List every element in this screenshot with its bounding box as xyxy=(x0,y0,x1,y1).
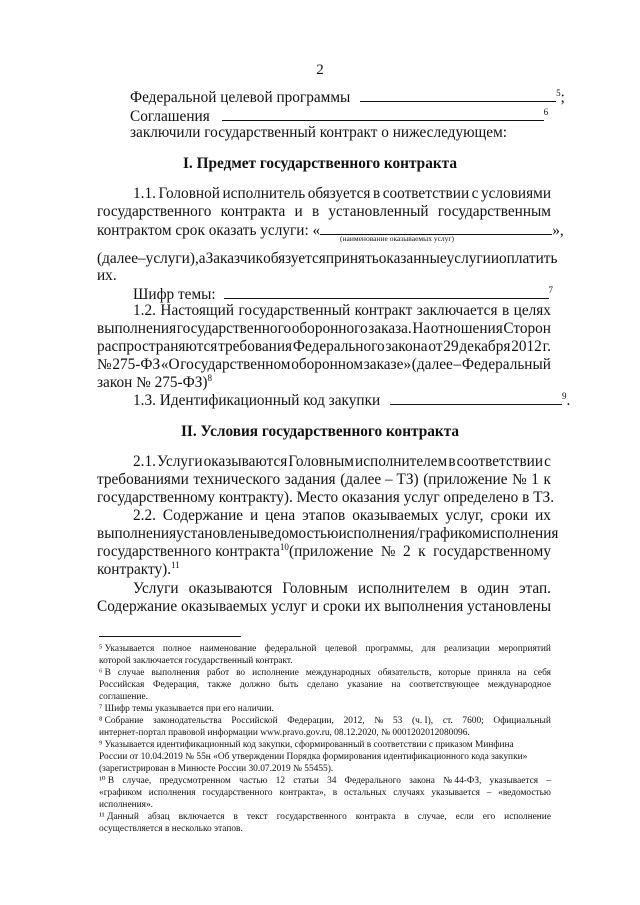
word: в xyxy=(233,812,238,822)
word: услуги xyxy=(446,250,491,267)
word: этапов xyxy=(302,507,346,524)
footnote-11-line2: осуществляется в несколько этапов. xyxy=(99,824,243,834)
word: предусмотренном xyxy=(159,776,231,786)
word: оборонном xyxy=(291,356,364,373)
word: Заказчик xyxy=(205,250,264,267)
word: выполнения xyxy=(97,525,177,542)
cipher-blank xyxy=(224,285,549,299)
word: требованиями xyxy=(97,471,189,488)
word: сроки xyxy=(322,598,361,615)
word: которые xyxy=(438,668,471,678)
word: условиями xyxy=(480,185,551,202)
word: и xyxy=(310,598,320,615)
footnote-11-line1 xyxy=(99,811,551,823)
p11-line3-start: контрактом срок оказать услуги: « xyxy=(97,222,321,239)
word: должно xyxy=(239,680,271,690)
word: услуги), xyxy=(145,250,199,267)
word: для xyxy=(421,644,436,654)
footnote-9-line2: России от 10.04.2019 № 55н «Об утверждении Порядка формирования идентификационного кода закупки» xyxy=(99,752,528,762)
word: принять xyxy=(325,250,379,267)
word: Содержание xyxy=(162,507,244,524)
word: (ч. I), xyxy=(412,716,434,726)
word: остальных xyxy=(343,788,387,798)
word: Официальный xyxy=(493,716,551,726)
word: «графиком xyxy=(99,788,142,798)
word: контракта», xyxy=(279,788,327,798)
word: этап. xyxy=(518,580,551,597)
word: Федерального xyxy=(344,776,401,786)
word: и xyxy=(490,250,500,267)
p11-line1 xyxy=(133,185,551,203)
word: – xyxy=(486,788,492,798)
word: на xyxy=(517,668,527,678)
word: технического xyxy=(193,471,281,488)
word: установлены xyxy=(176,525,260,542)
word: Российской xyxy=(231,716,278,726)
word: № xyxy=(97,356,112,373)
word: государственному xyxy=(433,543,551,560)
word: установлены xyxy=(467,598,551,615)
footnote-6-line1 xyxy=(99,667,551,679)
word: установленный xyxy=(328,203,429,220)
word: 2.1. xyxy=(133,453,156,470)
word: контракта xyxy=(220,203,286,220)
footnote-8-line1 xyxy=(99,715,551,727)
footnote-9-line3: (зарегистрирован в Минюсте России 30.07.2019 № 55455). xyxy=(99,764,334,774)
word: в xyxy=(501,302,510,319)
word: 2 xyxy=(402,543,411,560)
word: 2.2. xyxy=(133,507,156,524)
word: Содержание xyxy=(97,598,178,615)
word: Настоящий xyxy=(160,302,235,319)
word: (далее – ТЗ) xyxy=(340,471,419,488)
word: наименование xyxy=(199,644,257,654)
word: программы, xyxy=(365,644,414,654)
word: задания xyxy=(284,471,336,488)
word: случае, xyxy=(417,812,447,822)
p13-label: 1.3. Идентификационный код закупки xyxy=(133,392,381,409)
word: соответствующее xyxy=(409,680,480,690)
footnote-mark-11: 11 xyxy=(171,560,180,570)
p12-line4 xyxy=(97,356,551,374)
word: себя xyxy=(533,668,551,678)
footnote-mark-7: 7 xyxy=(548,285,554,295)
p11-line2 xyxy=(97,203,551,221)
word: исполнение xyxy=(252,668,299,678)
word: государственном xyxy=(180,356,291,373)
word: заключается xyxy=(416,302,498,319)
footnote-5-line1 xyxy=(99,643,551,655)
services-blank xyxy=(320,221,552,235)
p21-line1 xyxy=(133,453,551,471)
purchase-code-blank xyxy=(390,391,562,405)
footnote-6-line3: соглашение. xyxy=(99,692,148,702)
word: быть xyxy=(278,680,299,690)
p21-line2 xyxy=(97,471,551,489)
word: Головной xyxy=(158,185,220,202)
word: включается xyxy=(178,812,225,822)
p23-line2 xyxy=(97,598,551,616)
word: услуг xyxy=(271,598,308,615)
p22-line2 xyxy=(97,525,559,543)
p22-line3-b xyxy=(289,543,551,561)
p12-line5 xyxy=(97,374,212,392)
footnote-mark-10: 10 xyxy=(279,542,289,552)
word: оказываемых xyxy=(181,598,268,615)
word: заказа. xyxy=(368,320,412,337)
word: приняла xyxy=(477,668,511,678)
word: и xyxy=(294,203,303,220)
p11-line5: их. xyxy=(97,267,117,284)
word: если xyxy=(455,812,474,822)
word: Головным xyxy=(288,453,354,470)
word: ⁵ Указывается xyxy=(99,644,155,654)
word: к xyxy=(418,543,426,560)
word: выполнения xyxy=(384,598,464,615)
word: Услуги xyxy=(157,453,203,470)
word: (далее xyxy=(97,250,139,267)
word: случае, xyxy=(122,776,152,786)
word: ¹⁰ В xyxy=(99,776,115,786)
agreement-blank xyxy=(222,107,544,121)
p22-line1 xyxy=(133,507,551,525)
p22-line4 xyxy=(97,561,180,579)
p22-line3 xyxy=(97,543,551,561)
word: – xyxy=(453,356,462,373)
word: ст. xyxy=(442,716,453,726)
word: контракт xyxy=(354,302,413,319)
word: исполнителем xyxy=(357,580,451,597)
word: отношения xyxy=(430,320,503,337)
p13-line: 1.3. Идентификационный код закупки $^9$. xyxy=(133,391,571,409)
word: к xyxy=(543,471,551,488)
word: федеральной xyxy=(264,644,317,654)
word: ¹¹ Данный xyxy=(99,812,139,822)
word: в xyxy=(311,203,320,220)
word: сделано xyxy=(306,680,339,690)
word: заказе» xyxy=(363,356,412,373)
footnote-mark-5: 5 xyxy=(556,88,561,98)
word: исполнение xyxy=(504,812,551,822)
word: (далее xyxy=(411,356,453,373)
footnote-10-line1 xyxy=(99,775,551,787)
word: целевой xyxy=(324,644,358,654)
word: случаях xyxy=(393,788,425,798)
word: от xyxy=(428,338,443,355)
word: 1 xyxy=(531,471,539,488)
word: ⁶ В xyxy=(99,668,111,678)
word: статьи xyxy=(293,776,319,786)
word: исполнения xyxy=(148,788,196,798)
word: международное xyxy=(487,680,551,690)
word: обязательств, xyxy=(377,668,432,678)
footnote-mark-9: 9 xyxy=(562,391,567,401)
word: 2012, xyxy=(343,716,365,726)
footnote-mark-8: 8 xyxy=(207,373,212,383)
word: во xyxy=(236,668,246,678)
footnote-mark-6: 6 xyxy=(543,107,549,117)
footnote-7: ⁷ Шифр темы указывается при его наличии. xyxy=(99,704,274,714)
page-number: 2 xyxy=(316,62,324,78)
p21-line3: государственному контракту). Место оказания услуг определено в ТЗ. xyxy=(97,489,555,506)
footnote-separator xyxy=(99,636,241,637)
word: 12 xyxy=(275,776,286,786)
p12-line2 xyxy=(97,320,551,338)
word: № xyxy=(512,471,527,488)
word: ведомостью xyxy=(260,525,339,542)
section-2-title: II. Условия государственного контракта xyxy=(180,423,460,440)
word: с xyxy=(544,453,551,470)
word: государственного xyxy=(276,812,347,822)
word: 2012 xyxy=(511,338,542,355)
word: Услуги xyxy=(133,580,179,597)
concluded-line: заключили государственный контракт о нижеследующем: xyxy=(130,124,508,141)
fed-program-label: Федеральной целевой программы xyxy=(130,89,351,106)
word: оборонного xyxy=(291,320,368,337)
word: Федеральный xyxy=(461,356,551,373)
cipher-label: Шифр темы: xyxy=(133,286,216,303)
word: № 44-ФЗ, xyxy=(443,776,482,786)
word: выполнения xyxy=(97,320,177,337)
semicolon: ; xyxy=(560,89,565,106)
word: абзац xyxy=(147,812,170,822)
p12-line5-text: закон № 275-ФЗ) xyxy=(97,374,208,391)
word: Федерального xyxy=(292,338,385,355)
word: законодательства xyxy=(153,716,222,726)
word: оказываются xyxy=(188,580,273,597)
word: в xyxy=(448,453,456,470)
word: оплатить xyxy=(499,250,558,267)
word: обязуется xyxy=(263,250,326,267)
word: его xyxy=(482,812,496,822)
word: (приложение xyxy=(289,543,374,560)
word: распространяются xyxy=(97,338,218,355)
word: № xyxy=(374,716,384,726)
word: с xyxy=(471,185,479,202)
p11-line3-end: », xyxy=(552,222,564,239)
word: также xyxy=(207,680,232,690)
word: соответствии xyxy=(382,185,470,202)
word: в xyxy=(332,788,338,798)
p22-line4-text: контракту). xyxy=(97,561,172,578)
word: в xyxy=(460,580,468,597)
word: оказанные xyxy=(378,250,447,267)
word: 29 xyxy=(443,338,459,355)
word: и xyxy=(250,507,259,524)
word: государственного xyxy=(176,320,292,337)
p22-line3-a xyxy=(97,543,289,561)
word: Федерации, xyxy=(287,716,334,726)
word: (приложение xyxy=(423,471,508,488)
word: «ведомостью xyxy=(498,788,551,798)
word: исполнения xyxy=(481,525,559,542)
word: государственного xyxy=(202,788,273,798)
word: На xyxy=(412,320,431,337)
word: № xyxy=(380,543,396,560)
word: исполнения/графиком xyxy=(338,525,482,542)
word: а xyxy=(198,250,206,267)
word: мероприятий xyxy=(498,644,551,654)
word: целях xyxy=(513,302,551,319)
word: на xyxy=(391,680,401,690)
word: услуг, xyxy=(445,507,484,524)
word: 1.2. xyxy=(133,302,156,319)
word: Сторон xyxy=(503,320,551,337)
word: 275-ФЗ xyxy=(112,356,161,373)
word: выполнения xyxy=(151,668,200,678)
footnote-9-line1: ⁹ Указывается идентификационный код закупки, сформированный в соответствии с приказом Минфина xyxy=(99,740,514,750)
word: полное xyxy=(162,644,192,654)
services-caption: (наименование оказываемых услуг) xyxy=(340,234,454,243)
word: соответствии xyxy=(456,453,544,470)
word: указание xyxy=(347,680,383,690)
word: один xyxy=(477,580,509,597)
word: – xyxy=(546,776,551,786)
p12-line3 xyxy=(97,338,551,356)
word: частью xyxy=(239,776,268,786)
word: «О xyxy=(160,356,180,373)
word: ⁸ Собрание xyxy=(99,716,144,726)
word: государственного xyxy=(97,203,212,220)
footnote-6-line2 xyxy=(99,679,551,691)
p11-line3 xyxy=(97,221,564,240)
word: исполнитель xyxy=(222,185,306,202)
p12-line1 xyxy=(133,302,551,320)
p11-line4 xyxy=(97,250,558,268)
word: декабря xyxy=(459,338,511,355)
word: г. xyxy=(542,338,551,355)
word: реализации xyxy=(443,644,490,654)
word: государственный xyxy=(238,302,351,319)
footnote-5-line2: которой заключается государственный контракт. xyxy=(99,656,293,666)
word: работ xyxy=(206,668,230,678)
fed-program-blank xyxy=(360,88,556,102)
footnote-10-line3: исполнения». xyxy=(99,800,153,810)
word: государственным xyxy=(437,203,551,220)
word: обязуется xyxy=(307,185,371,202)
word: текст xyxy=(246,812,268,822)
word: закона xyxy=(385,338,428,355)
word: Российская xyxy=(99,680,145,690)
footnote-8-line2: интернет-портал правовой информации www.pravo.gov.ru, 08.12.2020, № 0001202012080096. xyxy=(99,728,470,738)
footnote-10-line2 xyxy=(99,787,551,799)
word: закона xyxy=(409,776,435,786)
section-1-title: I. Предмет государственного контракта xyxy=(182,155,458,172)
word: международных xyxy=(305,668,371,678)
word: – xyxy=(138,250,146,267)
word: случае xyxy=(117,668,145,678)
word: в xyxy=(404,812,409,822)
word: 34 xyxy=(327,776,337,786)
word: 53 xyxy=(392,716,403,726)
word: оказываются xyxy=(203,453,288,470)
fed-program-line xyxy=(130,88,565,107)
word: 7600; xyxy=(462,716,484,726)
word: оказываемых xyxy=(352,507,439,524)
word: сроки xyxy=(490,507,529,524)
p22-line3-a-text: государственного контракта xyxy=(97,543,280,560)
word: исполнителем xyxy=(355,453,448,470)
word: указывается xyxy=(489,776,539,786)
word: их xyxy=(535,507,551,524)
word: указывается xyxy=(431,788,480,798)
agreement-label: Соглашения xyxy=(130,108,210,125)
word: Головным xyxy=(282,580,348,597)
word: цена xyxy=(265,507,296,524)
word: контракта xyxy=(355,812,396,822)
word: 1.1. xyxy=(133,185,156,202)
word: их xyxy=(364,598,381,615)
p23-line1 xyxy=(133,580,551,598)
word: требования xyxy=(218,338,293,355)
word: в xyxy=(372,185,381,202)
word: Федерация, xyxy=(153,680,199,690)
